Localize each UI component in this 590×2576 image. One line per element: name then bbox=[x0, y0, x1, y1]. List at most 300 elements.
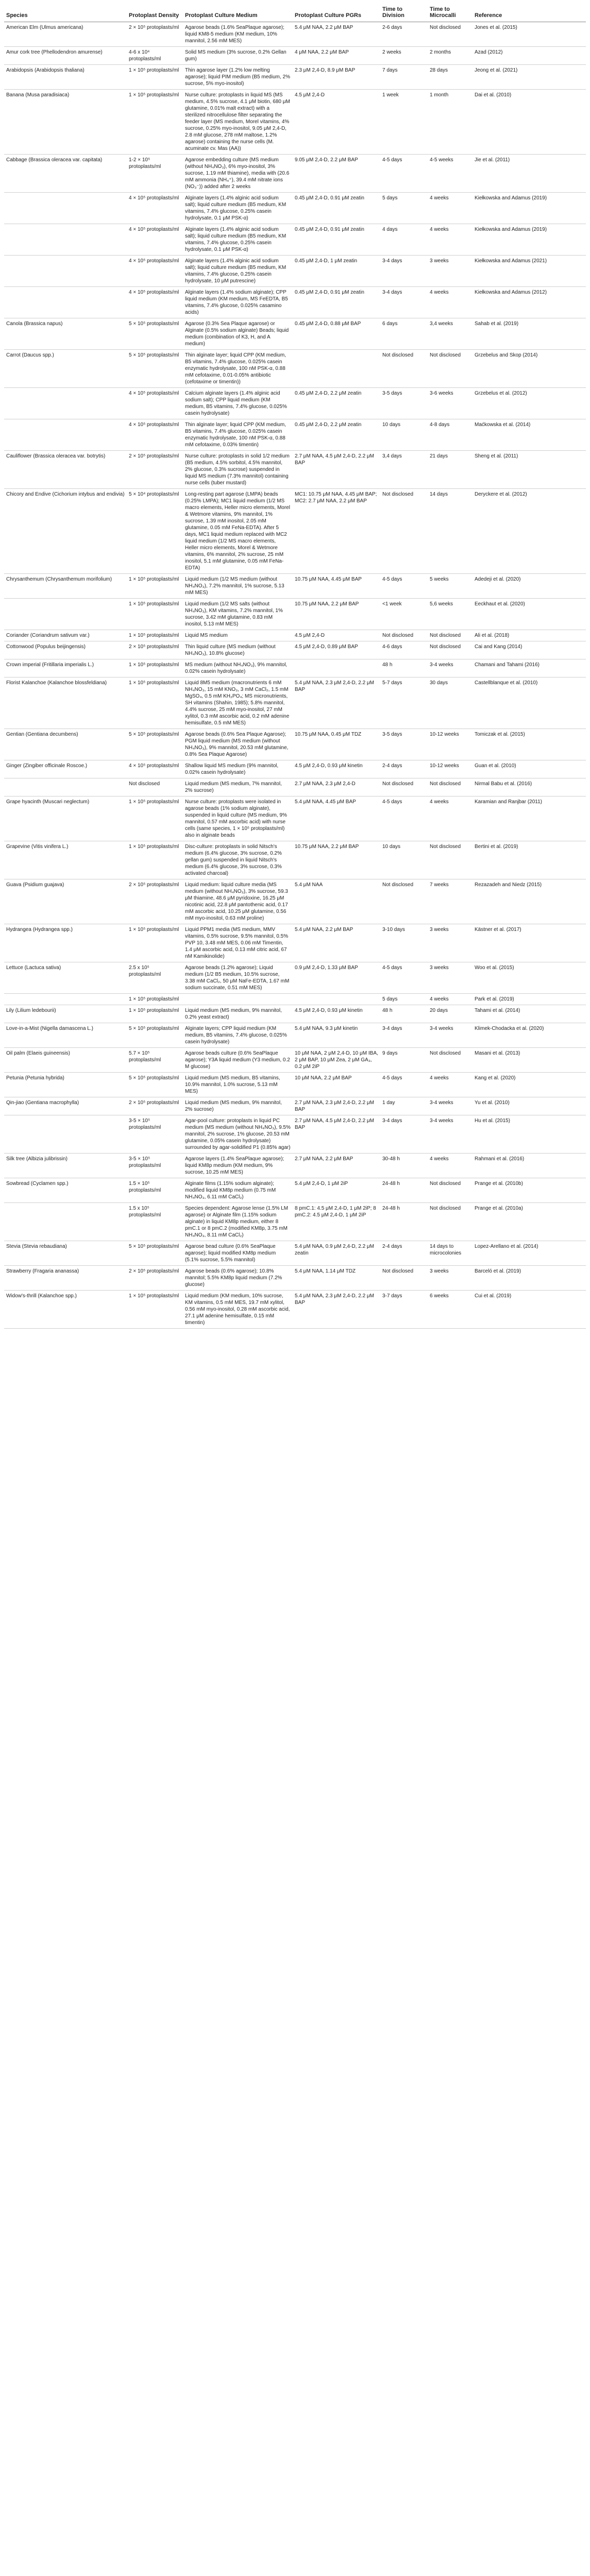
cell-division: 3-4 days bbox=[380, 287, 428, 318]
cell-species bbox=[4, 599, 127, 630]
cell-density: 2 × 10⁵ protoplasts/ml bbox=[127, 1097, 183, 1115]
cell-density: 1 × 10⁵ protoplasts/ml bbox=[127, 1005, 183, 1023]
cell-division: 24-48 h bbox=[380, 1203, 428, 1241]
cell-species: Arabidopsis (Arabidopsis thaliana) bbox=[4, 65, 127, 90]
cell-species: Sowbread (Cyclamen spp.) bbox=[4, 1178, 127, 1203]
cell-medium: Liquid medium (MS medium, B5 vitamins, 10.9% mannitol, 1.0% sucrose, 5.13 mM MES) bbox=[183, 1073, 293, 1097]
cell-pgrs: 8 pmC.1: 4.5 μM 2,4-D, 1 μM 2iP; 8 pmC.2: 4.5 μM 2,4-D, 1 μM 2iP bbox=[293, 1203, 380, 1241]
cell-reference: Woo et al. (2015) bbox=[473, 962, 586, 994]
table-row bbox=[4, 256, 586, 287]
cell-division: 3-4 days bbox=[380, 1023, 428, 1048]
cell-medium: Liquid MS medium bbox=[183, 630, 293, 641]
table-row bbox=[4, 1097, 586, 1115]
cell-medium: Thin liquid culture (MS medium (without NH₄NO₃), 10.8% glucose) bbox=[183, 641, 293, 659]
cell-medium: Agarose beads (1.2% agarose); Liquid medium (1/2 B5 medium, 10.5% sucrose, 3.38 mM CaCl₂, 50 μM NaFe-EDTA, 1.67 mM sodium succinate, 0.51 mM MES) bbox=[183, 962, 293, 994]
table-row bbox=[4, 760, 586, 778]
table-row bbox=[4, 1266, 586, 1291]
cell-density: 4 × 10⁵ protoplasts/ml bbox=[127, 287, 183, 318]
cell-density: 1 × 10⁵ protoplasts/ml bbox=[127, 90, 183, 155]
cell-species: Florist Kalanchoe (Kalanchoe blossfeldiana) bbox=[4, 677, 127, 729]
cell-reference: Lopez-Arellano et al. (2014) bbox=[473, 1241, 586, 1266]
cell-division: 24-48 h bbox=[380, 1178, 428, 1203]
cell-medium: Solid MS medium (3% sucrose, 0.2% Gellan gum) bbox=[183, 47, 293, 65]
cell-density: 1 × 10⁵ protoplasts/ml bbox=[127, 994, 183, 1005]
cell-microcalli: 4-5 weeks bbox=[428, 155, 473, 193]
cell-species bbox=[4, 256, 127, 287]
cell-species: Cottonwood (Populus beijingensis) bbox=[4, 641, 127, 659]
cell-species: Crown imperial (Fritillaria imperialis L.) bbox=[4, 659, 127, 677]
cell-species: Cauliflower (Brassica oleracea var. botrytis) bbox=[4, 451, 127, 489]
cell-density: 2 × 10⁵ protoplasts/ml bbox=[127, 451, 183, 489]
cell-species bbox=[4, 224, 127, 256]
cell-microcalli: 14 days to microcolonies bbox=[428, 1241, 473, 1266]
table-row bbox=[4, 1203, 586, 1241]
cell-density: 5.7 × 10⁵ protoplasts/ml bbox=[127, 1048, 183, 1073]
cell-microcalli: 4 weeks bbox=[428, 796, 473, 841]
table-row bbox=[4, 1241, 586, 1266]
table-row bbox=[4, 599, 586, 630]
cell-division: 5 days bbox=[380, 193, 428, 224]
cell-division: 10 days bbox=[380, 841, 428, 879]
cell-microcalli: Not disclosed bbox=[428, 22, 473, 47]
cell-density: 2 × 10⁵ protoplasts/ml bbox=[127, 879, 183, 924]
cell-pgrs: 10.75 μM NAA, 0.45 μM TDZ bbox=[293, 729, 380, 760]
cell-reference: Grzebelus et al. (2012) bbox=[473, 388, 586, 419]
cell-pgrs: 4.5 μM 2,4-D, 0.93 μM kinetin bbox=[293, 1005, 380, 1023]
cell-reference: Cui et al. (2019) bbox=[473, 1291, 586, 1329]
cell-division: 7 days bbox=[380, 65, 428, 90]
cell-density: 4 × 10⁵ protoplasts/ml bbox=[127, 760, 183, 778]
cell-pgrs bbox=[293, 350, 380, 388]
cell-microcalli: 6 weeks bbox=[428, 1291, 473, 1329]
cell-species bbox=[4, 994, 127, 1005]
table-row bbox=[4, 1023, 586, 1048]
cell-reference: Guan et al. (2010) bbox=[473, 760, 586, 778]
cell-reference: Cai and Kang (2014) bbox=[473, 641, 586, 659]
cell-pgrs: 0.45 μM 2,4-D, 0.91 μM zeatin bbox=[293, 193, 380, 224]
cell-medium: Species dependent: Agarose lense (1.5% LM agarose) or Alginate film (1.15% sodium alginate) in liquid KM8p medium, either 8 pmC.1 or 8 pmC.2 (modified KM8p, 3.75 mM NH₄NO₃, 8.11 mM CaCl₂) bbox=[183, 1203, 293, 1241]
cell-pgrs: 2.7 μM NAA, 2.3 μM 2,4-D, 2.2 μM BAP bbox=[293, 1097, 380, 1115]
header-reference: Reference bbox=[473, 3, 586, 22]
cell-species: Grapevine (Vitis vinifera L.) bbox=[4, 841, 127, 879]
cell-microcalli: Not disclosed bbox=[428, 350, 473, 388]
cell-pgrs: 5.4 μM NAA, 0.9 μM 2,4-D, 2.2 μM zeatin bbox=[293, 1241, 380, 1266]
cell-species: Coriander (Coriandrum sativum var.) bbox=[4, 630, 127, 641]
cell-microcalli: 4 weeks bbox=[428, 193, 473, 224]
table-row bbox=[4, 1178, 586, 1203]
cell-species: Lettuce (Lactuca sativa) bbox=[4, 962, 127, 994]
cell-reference: Kästner et al. (2017) bbox=[473, 924, 586, 962]
cell-division: Not disclosed bbox=[380, 778, 428, 796]
cell-pgrs: 9.05 μM 2,4-D, 2.2 μM BAP bbox=[293, 155, 380, 193]
cell-division: 3-4 days bbox=[380, 256, 428, 287]
cell-division: 1 day bbox=[380, 1097, 428, 1115]
cell-microcalli: 3-6 weeks bbox=[428, 388, 473, 419]
cell-microcalli: Not disclosed bbox=[428, 778, 473, 796]
cell-division: 5-7 days bbox=[380, 677, 428, 729]
cell-medium: Liquid 8M5 medium (macronutrients 6 mM NH₄NO₃, 15 mM KNO₃, 3 mM CaCl₂, 1.5 mM MgSO₄, 0.5 mM KH₂PO₄; MS micronutrients, SH vitamins (Shahin, 1985); 5.8% mannitol, 4.4% sucrose, 25 mM myo-inositol, 27 mM xylitol, 0.3 mM ascorbic acid, 0.2 mM adenine hemisulfate, 0.5 mM MES) bbox=[183, 677, 293, 729]
table-row bbox=[4, 1005, 586, 1023]
cell-reference: Bertini et al. (2019) bbox=[473, 841, 586, 879]
table-row bbox=[4, 350, 586, 388]
cell-division: 4-5 days bbox=[380, 155, 428, 193]
cell-division: 2-4 days bbox=[380, 1241, 428, 1266]
cell-pgrs bbox=[293, 659, 380, 677]
cell-pgrs: 0.45 μM 2,4-D, 2.2 μM zeatin bbox=[293, 419, 380, 451]
cell-microcalli: 4 weeks bbox=[428, 994, 473, 1005]
cell-microcalli: 28 days bbox=[428, 65, 473, 90]
cell-density: 3-5 × 10⁵ protoplasts/ml bbox=[127, 1115, 183, 1154]
table-row bbox=[4, 630, 586, 641]
cell-medium: Liquid medium: liquid culture media (MS medium (without NH₄NO₃), 3% sucrose, 59.3 μM thiamine, 48.6 μM pyridoxine, 16.25 μM nicotinic acid, 22.8 μM pantothenic acid, 0.17 mM ascorbic acid, 10.25 μM glutamine, 0.56 mM myo-inositol, 0.63 mM proline) bbox=[183, 879, 293, 924]
cell-microcalli: 4-8 days bbox=[428, 419, 473, 451]
cell-reference: Hu et al. (2015) bbox=[473, 1115, 586, 1154]
cell-species: Qin-jiao (Gentiana macrophylla) bbox=[4, 1097, 127, 1115]
cell-pgrs: 0.45 μM 2,4-D, 0.88 μM BAP bbox=[293, 318, 380, 350]
cell-division: 4-5 days bbox=[380, 574, 428, 599]
cell-medium: Thin agarose layer (1.2% low melting agarose); liquid PIM medium (B5 medium, 2% sucrose, 5% myo-inositol) bbox=[183, 65, 293, 90]
cell-species: Chicory and Endive (Cichorium intybus and endivia) bbox=[4, 489, 127, 574]
cell-division: 48 h bbox=[380, 1005, 428, 1023]
cell-pgrs: 5.4 μM NAA bbox=[293, 879, 380, 924]
cell-density: 5 × 10⁵ protoplasts/ml bbox=[127, 1023, 183, 1048]
cell-medium: Nurse culture: protoplasts in solid 1/2 medium (B5 medium, 4.5% sorbitol, 4.5% mannitol, 2% glucose, 0.3% sucrose) suspended in liquid MS medium (7.3% mannitol) containing nurse cells (tuber mustard) bbox=[183, 451, 293, 489]
cell-density: 2 × 10⁵ protoplasts/ml bbox=[127, 641, 183, 659]
cell-pgrs: 5.4 μM NAA, 2.3 μM 2,4-D, 2.2 μM BAP bbox=[293, 677, 380, 729]
cell-division: 3-10 days bbox=[380, 924, 428, 962]
cell-division: 3-7 days bbox=[380, 1291, 428, 1329]
cell-pgrs: 4.5 μM 2,4-D bbox=[293, 630, 380, 641]
cell-density: 4 × 10⁵ protoplasts/ml bbox=[127, 419, 183, 451]
header-time-to-microcalli: Time to Microcalli bbox=[428, 3, 473, 22]
cell-species bbox=[4, 778, 127, 796]
cell-microcalli: 20 days bbox=[428, 1005, 473, 1023]
header-protoplast-density: Protoplast Density bbox=[127, 3, 183, 22]
cell-species: Carrot (Daucus spp.) bbox=[4, 350, 127, 388]
table-row bbox=[4, 287, 586, 318]
table-row bbox=[4, 193, 586, 224]
cell-species bbox=[4, 287, 127, 318]
cell-density: 5 × 10⁵ protoplasts/ml bbox=[127, 318, 183, 350]
cell-microcalli: 3 weeks bbox=[428, 924, 473, 962]
cell-density: 5 × 10⁵ protoplasts/ml bbox=[127, 1073, 183, 1097]
cell-species bbox=[4, 193, 127, 224]
cell-medium: Long-resting part agarose (LMPA) beads (0.25% LMPA); MC1 liquid medium (1/2 MS macro elements, Heller micro elements, Morel & Wetmore vitamins, 9% mannitol, 1% sucrose, 1.39 mM inositol, 2.05 mM glutamine, 0.05 mM FeNa-EDTA). After 5 days, MC1 liquid medium replaced with MC2 liquid medium (1/2 MS macro elements, Heller micro elements, Morel & Wetmore vitamins, 6% mannitol, 2% sucrose, 25 mM inositol, 5.1 mM glutamine, 0.05 mM FeNa-EDTA) bbox=[183, 489, 293, 574]
cell-pgrs bbox=[293, 994, 380, 1005]
cell-density: 4 × 10⁵ protoplasts/ml bbox=[127, 224, 183, 256]
cell-microcalli: 3-4 weeks bbox=[428, 1023, 473, 1048]
cell-division: <1 week bbox=[380, 599, 428, 630]
cell-species: Lily (Lilium ledebourii) bbox=[4, 1005, 127, 1023]
cell-density: 1 × 10⁵ protoplasts/ml bbox=[127, 574, 183, 599]
cell-microcalli: Not disclosed bbox=[428, 1048, 473, 1073]
table-row bbox=[4, 318, 586, 350]
cell-species: Widow's-thrill (Kalanchoe spp.) bbox=[4, 1291, 127, 1329]
cell-medium: Liquid medium (KM medium, 10% sucrose, KM vitamins, 0.5 mM MES, 19.7 mM xylitol, 0.56 mM myo-inositol, 0.28 mM ascorbic acid, 27.1 μM adenine hemisulfate, 0.15 mM timentin) bbox=[183, 1291, 293, 1329]
cell-species: Canola (Brassica napus) bbox=[4, 318, 127, 350]
cell-density: 1 × 10⁵ protoplasts/ml bbox=[127, 630, 183, 641]
cell-reference: Kiełkowska and Adamus (2021) bbox=[473, 256, 586, 287]
cell-division: 3-5 days bbox=[380, 729, 428, 760]
cell-medium: Liquid medium (1/2 MS medium (without NH₄NO₃), 7.2% mannitol, 1% sucrose, 5.13 mM MES) bbox=[183, 574, 293, 599]
cell-microcalli: Not disclosed bbox=[428, 1178, 473, 1203]
cell-medium: Nurse culture: protoplasts were isolated in agarose beads (1% sodium alginate), suspended in liquid culture (MS medium, 9% mannitol, 0.57 mM ascorbic acid) with nurse cells (same species, 1 × 10⁵ protoplasts/ml) also in alginate beads bbox=[183, 796, 293, 841]
cell-microcalli: 1 month bbox=[428, 90, 473, 155]
cell-microcalli: 3 weeks bbox=[428, 962, 473, 994]
cell-medium bbox=[183, 994, 293, 1005]
table-row bbox=[4, 924, 586, 962]
cell-division: Not disclosed bbox=[380, 489, 428, 574]
table-row bbox=[4, 729, 586, 760]
cell-medium: Agarose beads (0.6% agarose); 10.8% mannitol; 5.5% KM8p liquid medium (7.2% glucose) bbox=[183, 1266, 293, 1291]
cell-microcalli: 4 weeks bbox=[428, 1073, 473, 1097]
cell-species bbox=[4, 1115, 127, 1154]
cell-pgrs: 10 μM NAA, 2.2 μM BAP bbox=[293, 1073, 380, 1097]
cell-reference: Castellblanque et al. (2010) bbox=[473, 677, 586, 729]
cell-microcalli: Not disclosed bbox=[428, 630, 473, 641]
cell-microcalli: Not disclosed bbox=[428, 641, 473, 659]
cell-microcalli: 14 days bbox=[428, 489, 473, 574]
table-row bbox=[4, 1115, 586, 1154]
cell-division: Not disclosed bbox=[380, 630, 428, 641]
cell-medium: Alginate layers (1.4% alginic acid sodium salt); liquid culture medium (B5 medium, KM vitamins, 7.4% glucose, 0.25% casein hydrolysate, 0.1 μM PSK-α) bbox=[183, 224, 293, 256]
cell-species: Oil palm (Elaeis guineensis) bbox=[4, 1048, 127, 1073]
cell-medium: Agarose beads (1.6% SeaPlaque agarose); liquid KM8-5 medium (KM medium, 10% mannitol, 2.56 mM MES) bbox=[183, 22, 293, 47]
cell-reference: Eeckhaut et al. (2020) bbox=[473, 599, 586, 630]
cell-density: 1.5 x 10⁵ protoplasts/ml bbox=[127, 1203, 183, 1241]
cell-division: 4-5 days bbox=[380, 796, 428, 841]
cell-reference: Chamani and Tahami (2016) bbox=[473, 659, 586, 677]
cell-reference: Dai et al. (2010) bbox=[473, 90, 586, 155]
cell-pgrs: 5.4 μM NAA, 4.45 μM BAP bbox=[293, 796, 380, 841]
header-culture-medium: Protoplast Culture Medium bbox=[183, 3, 293, 22]
cell-reference: Adedeji et al. (2020) bbox=[473, 574, 586, 599]
table-row bbox=[4, 47, 586, 65]
cell-density: 1-2 × 10⁵ protoplasts/ml bbox=[127, 155, 183, 193]
cell-density: 4 × 10⁵ protoplasts/ml bbox=[127, 193, 183, 224]
cell-medium: Agarose beads (0.6% Sea Plaque Agarose); PGM liquid medium (MS medium (without NH₄NO₃), 9% mannitol, 20.53 mM glutamine, 0.8% Sea Plaque Agarose) bbox=[183, 729, 293, 760]
table-row bbox=[4, 419, 586, 451]
cell-microcalli: 4 weeks bbox=[428, 224, 473, 256]
cell-medium: Liquid medium (MS medium, 9% mannitol, 2% sucrose) bbox=[183, 1097, 293, 1115]
cell-pgrs: 4.5 μM 2,4-D bbox=[293, 90, 380, 155]
table-row bbox=[4, 1048, 586, 1073]
cell-species: Strawberry (Fragaria ananassa) bbox=[4, 1266, 127, 1291]
cell-pgrs: 4.5 μM 2,4-D, 0.89 μM BAP bbox=[293, 641, 380, 659]
cell-reference: Kiełkowska and Adamus (2019) bbox=[473, 224, 586, 256]
cell-medium: Liquid medium (MS medium, 9% mannitol, 0.2% yeast extract) bbox=[183, 1005, 293, 1023]
cell-medium: Liquid medium (1/2 MS salts (without NH₄NO₃), KM vitamins, 7.2% mannitol, 1% sucrose, 3.42 mM glutamine, 0.83 mM inositol, 5.13 mM MES) bbox=[183, 599, 293, 630]
cell-division: Not disclosed bbox=[380, 350, 428, 388]
cell-pgrs: 5.4 μM NAA, 1.14 μM TDZ bbox=[293, 1266, 380, 1291]
cell-medium: Agarose bead culture (0.6% SeaPlaque agarose); liquid modified KM8p medium (5.1% sucrose, 5.5% mannitol) bbox=[183, 1241, 293, 1266]
cell-density: 1 × 10⁵ protoplasts/ml bbox=[127, 677, 183, 729]
cell-microcalli: 4 weeks bbox=[428, 287, 473, 318]
cell-species bbox=[4, 1203, 127, 1241]
cell-division: Not disclosed bbox=[380, 879, 428, 924]
cell-reference: Kiełkowska and Adamus (2019) bbox=[473, 193, 586, 224]
cell-pgrs: 2.7 μM NAA, 4.5 μM 2,4-D, 2.2 μM BAP bbox=[293, 451, 380, 489]
header-species: Species bbox=[4, 3, 127, 22]
cell-microcalli: 4 weeks bbox=[428, 1154, 473, 1178]
cell-density: 1.5 × 10⁵ protoplasts/ml bbox=[127, 1178, 183, 1203]
cell-medium: Thin alginate layer; liquid CPP (KM medium, B5 vitamins, 7.4% glucose, 0.025% casein enzymatic hydrolysate, 100 nM PSK-α, 0.88 mM cefotaxime, 0.03% timentin) bbox=[183, 419, 293, 451]
cell-density: 4-6 x 10⁴ protoplasts/ml bbox=[127, 47, 183, 65]
cell-division: 3-5 days bbox=[380, 388, 428, 419]
cell-density: 1 × 10⁵ protoplasts/ml bbox=[127, 65, 183, 90]
cell-microcalli: 7 weeks bbox=[428, 879, 473, 924]
cell-species: Silk tree (Albizia julibrissin) bbox=[4, 1154, 127, 1178]
cell-medium: Agarose (0.3% Sea Plaque agarose) or Alginate (0.5% sodium alginate) Beads; liquid medium (combination of K3, H, and A medium) bbox=[183, 318, 293, 350]
cell-density: 1 × 10⁵ protoplasts/ml bbox=[127, 599, 183, 630]
cell-pgrs: 0.9 μM 2,4-D, 1.33 μM BAP bbox=[293, 962, 380, 994]
table-row bbox=[4, 1073, 586, 1097]
cell-density: Not disclosed bbox=[127, 778, 183, 796]
cell-division: 2-6 days bbox=[380, 22, 428, 47]
table-row bbox=[4, 962, 586, 994]
cell-pgrs: 5.4 μM NAA, 2.2 μM BAP bbox=[293, 22, 380, 47]
table-row bbox=[4, 841, 586, 879]
cell-division: 2 weeks bbox=[380, 47, 428, 65]
cell-reference: Tahami et al. (2014) bbox=[473, 1005, 586, 1023]
cell-reference: Sahab et al. (2019) bbox=[473, 318, 586, 350]
cell-division: 1 week bbox=[380, 90, 428, 155]
cell-reference: Ali et al. (2018) bbox=[473, 630, 586, 641]
cell-species: Love-in-a-Mist (Nigella damascena L.) bbox=[4, 1023, 127, 1048]
cell-microcalli: 5 weeks bbox=[428, 574, 473, 599]
cell-reference: Prange et al. (2010a) bbox=[473, 1203, 586, 1241]
cell-microcalli: 3 weeks bbox=[428, 1266, 473, 1291]
cell-density: 1 × 10⁵ protoplasts/ml bbox=[127, 1291, 183, 1329]
cell-pgrs: 0.45 μM 2,4-D, 1 μM zeatin bbox=[293, 256, 380, 287]
cell-microcalli: Not disclosed bbox=[428, 1203, 473, 1241]
cell-pgrs: 0.45 μM 2,4-D, 0.91 μM zeatin bbox=[293, 224, 380, 256]
cell-pgrs: 10.75 μM NAA, 2.2 μM BAP bbox=[293, 841, 380, 879]
cell-medium: Alginate layers (1.4% sodium alginate); CPP liquid medium (KM medium, MS FeEDTA, B5 vitamins, 7.4% glucose, 0.025% casamino acids) bbox=[183, 287, 293, 318]
header-culture-pgrs: Protoplast Culture PGRs bbox=[293, 3, 380, 22]
cell-microcalli: 30 days bbox=[428, 677, 473, 729]
cell-medium: Alginate layers (1.4% alginic acid sodium salt); liquid culture medium (B5 medium, KM vitamins, 7.4% glucose, 0.25% casein hydrolysate, 0.1 μM PSK-α) bbox=[183, 193, 293, 224]
cell-density: 5 × 10⁵ protoplasts/ml bbox=[127, 729, 183, 760]
cell-medium: Agarose embedding culture (MS medium (without NH₄NO₃), 6% myo-inositol, 3% sucrose, 1.19 mM thiamine), media with (20.6 mM ammonia (NH₄⁺), 39.4 mM nitrate ions (NO₃⁻)) added after 2 weeks bbox=[183, 155, 293, 193]
cell-division: 4-5 days bbox=[380, 1073, 428, 1097]
cell-density: 1 × 10⁵ protoplasts/ml bbox=[127, 841, 183, 879]
cell-species: Ginger (Zingiber officinale Roscoe.) bbox=[4, 760, 127, 778]
cell-density: 4 × 10⁵ protoplasts/ml bbox=[127, 388, 183, 419]
cell-division: 3,4 days bbox=[380, 451, 428, 489]
cell-reference: Maćkowska et al. (2014) bbox=[473, 419, 586, 451]
cell-medium: Disc-culture: protoplasts in solid Nitsch's medium (6.4% glucose, 3% sucrose, 0.2% gellan gum) suspended in liquid Nitsch's medium (6.4% glucose, 3% sucrose, 0.3% activated charcoal) bbox=[183, 841, 293, 879]
table-row bbox=[4, 65, 586, 90]
cell-microcalli: 3-4 weeks bbox=[428, 1115, 473, 1154]
cell-medium: Shallow liquid MS medium (9% mannitol, 0.02% casein hydrolysate) bbox=[183, 760, 293, 778]
table-row bbox=[4, 659, 586, 677]
cell-reference: Rezazadeh and Niedz (2015) bbox=[473, 879, 586, 924]
table-row bbox=[4, 796, 586, 841]
cell-division: 2-4 days bbox=[380, 760, 428, 778]
cell-medium: Calcium alginate layers (1.4% alginic acid sodium salt); CPP liquid medium (KM medium, B5 vitamins, 7.4% glucose, 0.025% casein hydrolysate) bbox=[183, 388, 293, 419]
cell-medium: Alginate layers (1.4% alginic acid sodium salt); liquid culture medium (B5 medium, KM vitamins, 7.4% glucose, 0.25% casein hydrolysate, 10 μM putrescine) bbox=[183, 256, 293, 287]
cell-reference: Deryckere et al. (2012) bbox=[473, 489, 586, 574]
cell-reference: Tomiczak et al. (2015) bbox=[473, 729, 586, 760]
cell-density: 5 × 10⁴ protoplasts/ml bbox=[127, 489, 183, 574]
cell-microcalli: 21 days bbox=[428, 451, 473, 489]
table-row bbox=[4, 388, 586, 419]
cell-microcalli: Not disclosed bbox=[428, 841, 473, 879]
cell-reference: Sheng et al. (2011) bbox=[473, 451, 586, 489]
cell-reference: Yu et al. (2010) bbox=[473, 1097, 586, 1115]
cell-reference: Grzebelus and Skop (2014) bbox=[473, 350, 586, 388]
cell-reference: Jones et al. (2015) bbox=[473, 22, 586, 47]
cell-reference: Prange et al. (2010b) bbox=[473, 1178, 586, 1203]
cell-density: 1 × 10⁵ protoplasts/ml bbox=[127, 924, 183, 962]
cell-species: Amur cork tree (Phellodendron amurense) bbox=[4, 47, 127, 65]
cell-microcalli: 3-4 weeks bbox=[428, 659, 473, 677]
table-row bbox=[4, 90, 586, 155]
table-row bbox=[4, 224, 586, 256]
cell-reference: Masani et al. (2013) bbox=[473, 1048, 586, 1073]
cell-pgrs: 5.4 μM NAA, 9.3 μM kinetin bbox=[293, 1023, 380, 1048]
cell-pgrs: 2.3 μM 2,4-D, 8.9 μM BAP bbox=[293, 65, 380, 90]
cell-medium: Agarose layers (1.4% SeaPlaque agarose); liquid KM8p medium (KM medium, 9% sucrose, 10.25 mM MES) bbox=[183, 1154, 293, 1178]
cell-density: 5 × 10⁵ protoplasts/ml bbox=[127, 350, 183, 388]
table-row bbox=[4, 994, 586, 1005]
cell-pgrs: 2.7 μM NAA, 2.2 μM BAP bbox=[293, 1154, 380, 1178]
cell-density: 4 × 10⁵ protoplasts/ml bbox=[127, 256, 183, 287]
table-body bbox=[4, 22, 586, 1329]
cell-species: Petunia (Petunia hybrida) bbox=[4, 1073, 127, 1097]
cell-species: Gentian (Gentiana decumbens) bbox=[4, 729, 127, 760]
cell-division: 6 days bbox=[380, 318, 428, 350]
table-header-row bbox=[4, 3, 586, 22]
cell-pgrs: 4.5 μM 2,4-D, 0.93 μM kinetin bbox=[293, 760, 380, 778]
cell-division: 48 h bbox=[380, 659, 428, 677]
cell-division: 4-6 days bbox=[380, 641, 428, 659]
cell-division: 9 days bbox=[380, 1048, 428, 1073]
table-row bbox=[4, 574, 586, 599]
cell-medium: Nurse culture: protoplasts in liquid MS (MS medium, 4.5% sucrose, 4.1 μM biotin, 680 μM glutamine, 0.01% malt extract) with a sterilized nitrocellulose filter separating the feeder layer (MS medium, Morel vitamins, 4% sucrose, 0.25% myo-inositol, 9.05 μM 2,4-D, 2.8 mM glucose, 278 mM maltose, 1.2% agarose) containing the nurse cells (M. acuminate cv. Mas (AA)) bbox=[183, 90, 293, 155]
protoplast-culture-table bbox=[4, 3, 586, 1329]
table-row bbox=[4, 1291, 586, 1329]
table-row bbox=[4, 155, 586, 193]
cell-species: Cabbage (Brassica oleracea var. capitata) bbox=[4, 155, 127, 193]
cell-pgrs: 10 μM NAA, 2 μM 2,4-D, 10 μM IBA, 2 μM BAP, 10 μM Zea, 2 μM GA₃, 0.2 μM 2iP bbox=[293, 1048, 380, 1073]
cell-division: 4-5 days bbox=[380, 962, 428, 994]
cell-reference: Klimek-Chodacka et al. (2020) bbox=[473, 1023, 586, 1048]
cell-microcalli: 10-12 weeks bbox=[428, 729, 473, 760]
cell-division: Not disclosed bbox=[380, 1266, 428, 1291]
cell-density: 1 × 10⁵ protoplasts/ml bbox=[127, 796, 183, 841]
cell-pgrs: 0.45 μM 2,4-D, 0.91 μM zeatin bbox=[293, 287, 380, 318]
cell-species: American Elm (Ulmus americana) bbox=[4, 22, 127, 47]
cell-reference: Kiełkowska and Adamus (2012) bbox=[473, 287, 586, 318]
cell-reference: Karamian and Ranjbar (2011) bbox=[473, 796, 586, 841]
cell-density: 2 × 10⁵ protoplasts/ml bbox=[127, 1266, 183, 1291]
cell-medium: MS medium (without NH₄NO₃), 9% mannitol, 0.02% casein hydrolysate) bbox=[183, 659, 293, 677]
cell-division: 10 days bbox=[380, 419, 428, 451]
cell-division: 3-4 days bbox=[380, 1115, 428, 1154]
cell-species bbox=[4, 388, 127, 419]
cell-pgrs: 5.4 μM 2,4-D, 1 μM 2iP bbox=[293, 1178, 380, 1203]
cell-species: Chrysanthemum (Chrysanthemum morifolium) bbox=[4, 574, 127, 599]
cell-species: Banana (Musa paradisiaca) bbox=[4, 90, 127, 155]
cell-species: Guava (Psidium guajava) bbox=[4, 879, 127, 924]
cell-division: 5 days bbox=[380, 994, 428, 1005]
cell-species: Grape hyacinth (Muscari neglectum) bbox=[4, 796, 127, 841]
table-row bbox=[4, 1154, 586, 1178]
cell-reference: Park et al. (2019) bbox=[473, 994, 586, 1005]
cell-division: 30-48 h bbox=[380, 1154, 428, 1178]
